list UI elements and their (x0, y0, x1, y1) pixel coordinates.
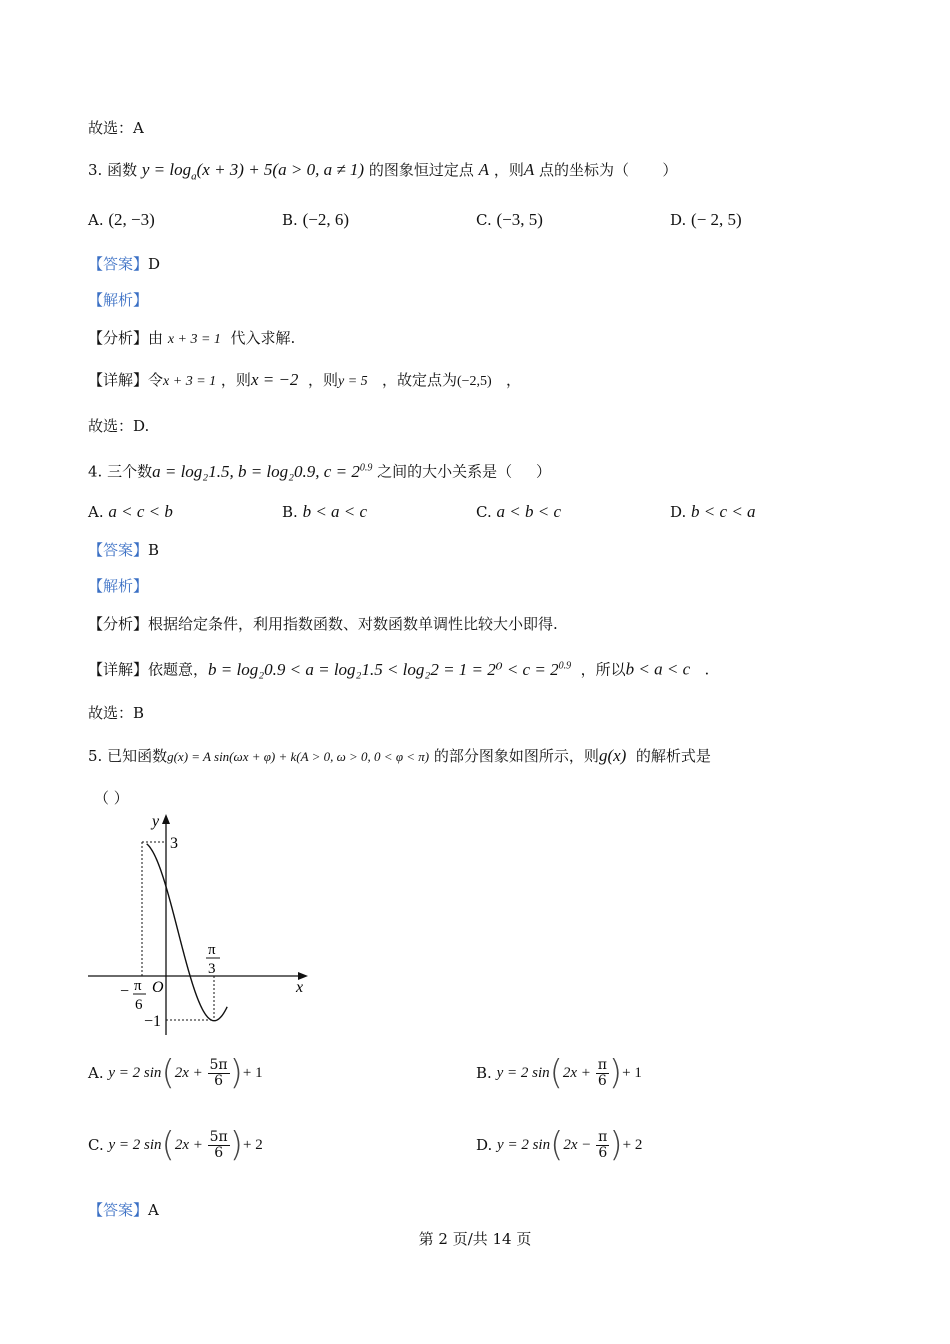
q5-option-d[interactable]: D. y = 2 sin(2x − $\frac{\pi}{6}$ )+ 2 (476, 1125, 643, 1165)
max-label: 3 (170, 835, 178, 852)
q3-option-b[interactable]: B. (−2, 6) (282, 210, 349, 229)
prev-choose-line: 故选：A (88, 119, 144, 137)
q4-option-c[interactable]: C. a < b < c (476, 502, 561, 521)
q4-answer: 【答案】B (88, 541, 160, 559)
q4-stem: 4. 三个数a = log₂1.5, b = log₂0.9, $c = 2^{0.9}$ 之间的大小关系是（ ） (88, 461, 551, 481)
q4-xiangjie: 【详解】依题意，$b = \log_20.9 < a = \log_21.5 < \log_22 = 1 = 2^0 < c = 2^{0.9}$ ，所以b < a < c . (88, 659, 710, 679)
q3-text-1: 的图象恒过定点 (368, 161, 474, 179)
q5-option-b[interactable]: B. y = 2 sin(2x + $\frac{\pi}{6}$ )+ 1 (476, 1053, 642, 1093)
q3-text-4: ） (662, 161, 678, 179)
x1-den: 6 (135, 997, 143, 1013)
q3-option-d[interactable]: D. (− 2, 5) (670, 210, 742, 229)
q5-option-a[interactable]: A. y = 2 sin(2x + $\frac{5\pi}{6}$ )+ 1 (88, 1053, 263, 1093)
q3-fenxi: 【分析】由 x + 3 = 1 代入求解. (88, 329, 296, 347)
q3-option-a[interactable]: A. (2, −3) (88, 210, 155, 229)
q3-xiangjie: 【详解】令x + 3 = 1 ，则x = −2 ，则y = 5 ，故定点为(−2,5) ， (88, 370, 522, 389)
q3-point-a: A (478, 160, 490, 179)
q5-option-c[interactable]: C. y = 2 sin(2x + $\frac{5\pi}{6}$ )+ 2 (88, 1125, 263, 1165)
y-axis-arrow-icon (162, 814, 170, 824)
q5-paren: （ ） (94, 789, 129, 807)
q4-option-b[interactable]: B. b < a < c (282, 502, 368, 521)
x2-num: π (208, 942, 216, 958)
x-label: x (296, 979, 304, 996)
x1-sign: − (120, 983, 130, 1000)
q3-text-2: ，则 (493, 161, 524, 179)
q3-answer: 【答案】D (88, 255, 161, 273)
x2-den: 3 (208, 961, 216, 977)
y-label: y (152, 813, 160, 830)
origin-label: O (152, 979, 164, 996)
q5-stem: 5. 已知函数g(x) = A sin(ωx + φ) + k(A > 0, ω > 0, 0 < φ < π) 的部分图象如图所示，则g(x) 的解析式是 (88, 746, 711, 765)
x1-num: π (134, 978, 142, 994)
q4-formula: a = log₂1.5, b = log₂0.9, $c = 2^{0.9}$ (152, 461, 373, 481)
q3-stem (88, 160, 677, 186)
q3-formula: $y = \log_a(x + 3) + 5(a > 0$, a ≠ 1) (141, 160, 365, 183)
q3-option-c[interactable]: C. (−3, 5) (476, 210, 543, 229)
q4-choose: 故选：B (88, 704, 145, 722)
q5-answer: 【答案】A (88, 1201, 159, 1219)
q3-text-3: 点的坐标为（ (539, 161, 630, 179)
q4-option-d[interactable]: D. b < c < a (670, 502, 756, 521)
q4-xj-formula: $b = \log_20.9 < a = \log_21.5 < \log_22 = 1 = 2^0 < c = 2^{0.9}$ (208, 659, 572, 679)
page-footer: 第 2 页/共 14 页 (418, 1230, 532, 1248)
q5-graph (80, 810, 320, 1040)
q3-analysis-title: 【解析】 (88, 291, 149, 309)
q4-fenxi: 【分析】根据给定条件，利用指数函数、对数函数单调性比较大小即得. (88, 615, 558, 633)
q4-option-a[interactable]: A. a < c < b (88, 502, 173, 521)
q3-point-a-2: A (523, 160, 535, 179)
min-label: −1 (144, 1013, 162, 1030)
q3-number: 3. 函数 (88, 161, 138, 179)
q4-analysis-title: 【解析】 (88, 577, 149, 595)
q3-choose: 故选：D. (88, 417, 150, 435)
